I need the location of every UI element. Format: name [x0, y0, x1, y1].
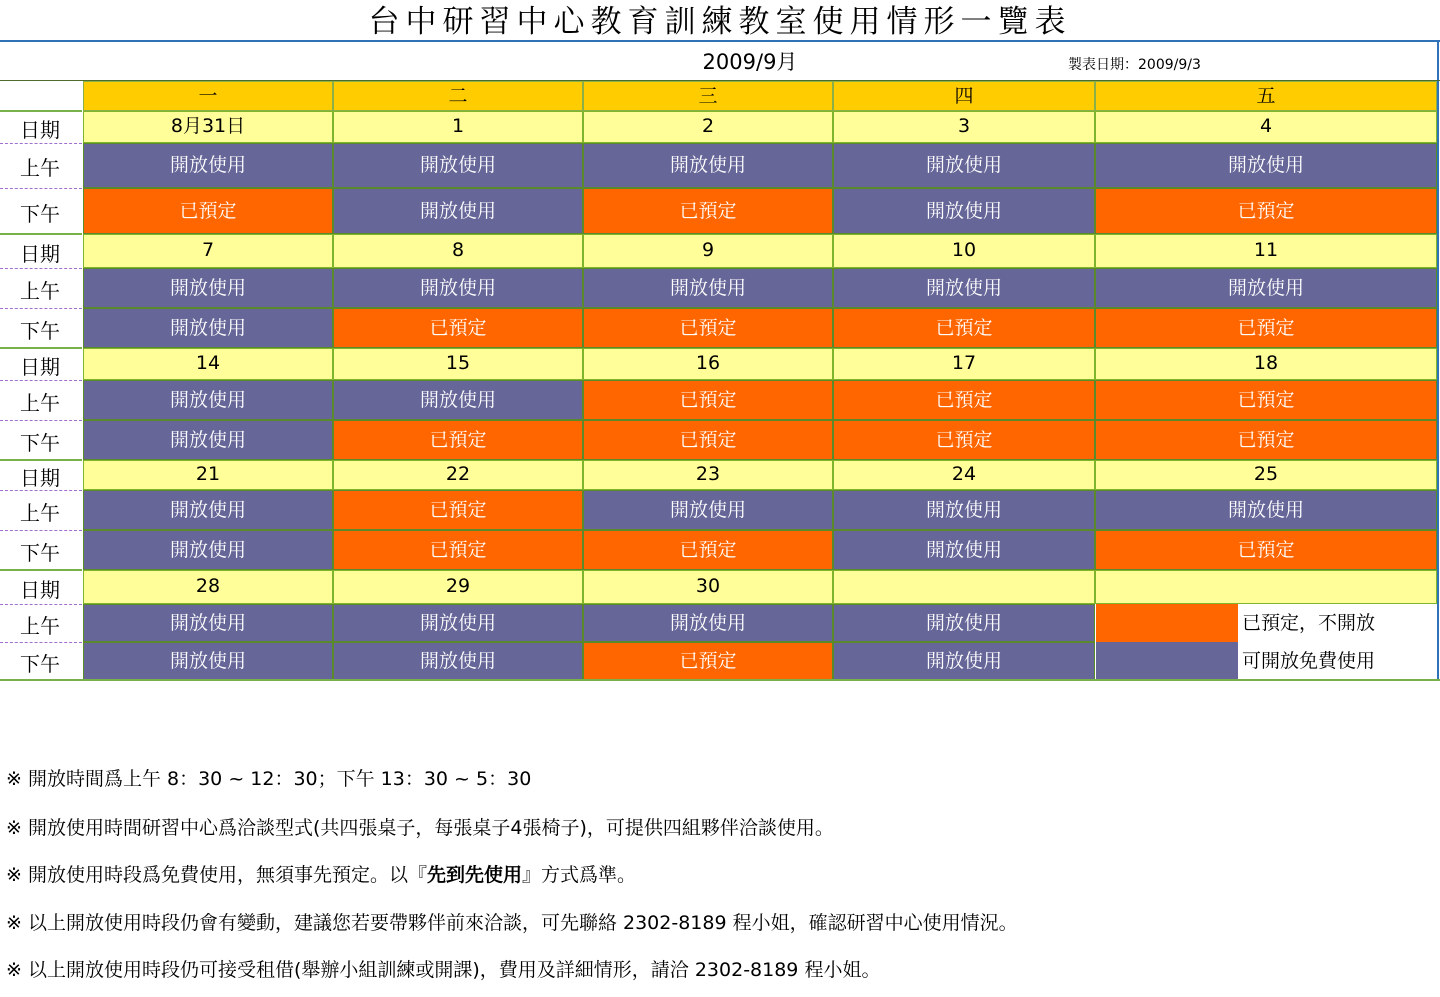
- pm-slot-open: 開放使用: [333, 642, 583, 680]
- made-date: 製表日期：2009/9/3: [1068, 57, 1201, 73]
- am-slot-booked: 已預定: [333, 490, 583, 530]
- note-mark: ※: [6, 959, 22, 981]
- pm-slot-open: 開放使用: [83, 420, 333, 460]
- row-separator: [0, 642, 82, 643]
- am-slot-open: 開放使用: [833, 604, 1095, 642]
- pm-slot-booked: 已預定: [833, 308, 1095, 348]
- note-text-before: 開放使用時段爲免費使用，無須事先預定。以『: [27, 864, 427, 886]
- row-separator: [0, 233, 82, 235]
- pm-slot-open: 開放使用: [833, 188, 1095, 234]
- date-cell: 9: [583, 234, 833, 268]
- legend-open-swatch: [1096, 642, 1238, 680]
- pm-slot-booked: 已預定: [1095, 308, 1437, 348]
- date-cell: 14: [83, 348, 333, 380]
- date-cell: 25: [1095, 460, 1437, 490]
- row-label-am: 上午: [20, 279, 60, 303]
- date-cell: 10: [833, 234, 1095, 268]
- pm-slot-booked: 已預定: [333, 530, 583, 570]
- pm-slot-booked: 已預定: [333, 308, 583, 348]
- am-slot-open: 開放使用: [1095, 268, 1437, 308]
- date-cell: 16: [583, 348, 833, 380]
- pm-slot-booked: 已預定: [333, 420, 583, 460]
- note-mark: ※: [6, 912, 22, 934]
- am-slot-open: 開放使用: [333, 268, 583, 308]
- row-separator: [0, 347, 82, 349]
- row-label-am: 上午: [20, 156, 60, 180]
- pm-slot-booked: 已預定: [1095, 530, 1437, 570]
- date-cell: 11: [1095, 234, 1437, 268]
- date-cell: 7: [83, 234, 333, 268]
- date-cell: [833, 570, 1095, 604]
- am-slot-open: 開放使用: [583, 490, 833, 530]
- am-slot-open: 開放使用: [583, 143, 833, 188]
- am-slot-open: 開放使用: [833, 143, 1095, 188]
- date-cell: [1095, 570, 1437, 604]
- row-separator: [0, 143, 82, 144]
- row-separator: [0, 308, 82, 309]
- am-slot-open: 開放使用: [583, 604, 833, 642]
- note-text: 開放使用時間研習中心爲洽談型式(共四張桌子，每張桌子4張椅子)，可提供四組夥伴洽談使用。: [27, 817, 834, 839]
- pm-slot-booked: 已預定: [1095, 420, 1437, 460]
- note-mark: ※: [6, 817, 22, 839]
- am-slot-open: 開放使用: [833, 490, 1095, 530]
- date-cell: 23: [583, 460, 833, 490]
- date-cell: 21: [83, 460, 333, 490]
- row-label-am: 上午: [20, 391, 60, 415]
- weekday-header: 二: [333, 81, 583, 111]
- note-4: [6, 910, 1018, 936]
- row-label-date: 日期: [20, 355, 60, 379]
- date-cell: 18: [1095, 348, 1437, 380]
- page-title: 台中研習中心教育訓練教室使用情形一覽表: [368, 4, 1072, 40]
- note-text-bold: 先到先使用: [426, 864, 522, 886]
- row-separator: [0, 380, 82, 381]
- date-cell: 15: [333, 348, 583, 380]
- note-mark: ※: [6, 864, 22, 886]
- row-label-date: 日期: [20, 242, 60, 266]
- date-cell: 4: [1095, 111, 1437, 143]
- weekday-header: 四: [833, 81, 1095, 111]
- am-slot-open: 開放使用: [83, 143, 333, 188]
- pm-slot-open: 開放使用: [833, 642, 1095, 680]
- pm-slot-booked: 已預定: [583, 188, 833, 234]
- am-slot-booked: 已預定: [833, 380, 1095, 420]
- row-label-pm: 下午: [20, 431, 60, 455]
- pm-slot-open: 開放使用: [83, 308, 333, 348]
- date-cell: 3: [833, 111, 1095, 143]
- date-cell: 8月31日: [83, 111, 333, 143]
- row-label-pm: 下午: [20, 541, 60, 565]
- note-3: [6, 862, 636, 888]
- pm-slot-booked: 已預定: [1095, 188, 1437, 234]
- row-separator: [0, 110, 82, 112]
- am-slot-open: 開放使用: [1095, 490, 1437, 530]
- am-slot-booked: 已預定: [1095, 380, 1437, 420]
- am-slot-open: 開放使用: [83, 380, 333, 420]
- am-slot-open: 開放使用: [83, 268, 333, 308]
- note-text-after: 』方式爲準。: [522, 864, 637, 886]
- date-cell: 24: [833, 460, 1095, 490]
- row-label-date: 日期: [20, 578, 60, 602]
- note-2: [6, 815, 834, 841]
- row-label-pm: 下午: [20, 202, 60, 226]
- pm-slot-booked: 已預定: [583, 642, 833, 680]
- row-separator: [0, 459, 82, 461]
- row-separator: [0, 604, 82, 605]
- note-text: 以上開放使用時段仍可接受租借(舉辦小組訓練或開課)，費用及詳細情形，請洽 2302-8189 程小姐。: [27, 959, 881, 981]
- top-border: [0, 40, 1440, 42]
- pm-slot-booked: 已預定: [583, 530, 833, 570]
- date-cell: 1: [333, 111, 583, 143]
- pm-slot-booked: 已預定: [83, 188, 333, 234]
- am-slot-open: 開放使用: [1095, 143, 1437, 188]
- note-1: [6, 766, 531, 792]
- date-cell: 29: [333, 570, 583, 604]
- weekday-header: 一: [83, 81, 333, 111]
- row-separator: [0, 188, 82, 189]
- am-slot-open: 開放使用: [333, 143, 583, 188]
- pm-slot-booked: 已預定: [583, 308, 833, 348]
- right-border: [1437, 40, 1439, 681]
- row-label-date: 日期: [20, 118, 60, 142]
- row-separator: [0, 569, 82, 571]
- row-label-pm: 下午: [20, 652, 60, 676]
- am-slot-booked: 已預定: [583, 380, 833, 420]
- pm-slot-booked: 已預定: [583, 420, 833, 460]
- legend-booked-swatch: [1096, 604, 1238, 642]
- row-label-am: 上午: [20, 614, 60, 638]
- date-cell: 30: [583, 570, 833, 604]
- month-label: 2009/9月: [702, 50, 798, 74]
- am-slot-open: 開放使用: [833, 268, 1095, 308]
- pm-slot-open: 開放使用: [83, 530, 333, 570]
- legend-booked-text: 已預定，不開放: [1242, 612, 1376, 634]
- row-separator: [0, 530, 82, 531]
- row-separator: [0, 268, 82, 269]
- am-slot-open: 開放使用: [83, 490, 333, 530]
- pm-slot-open: 開放使用: [833, 530, 1095, 570]
- date-cell: 28: [83, 570, 333, 604]
- am-slot-open: 開放使用: [583, 268, 833, 308]
- pm-slot-open: 開放使用: [333, 188, 583, 234]
- date-cell: 2: [583, 111, 833, 143]
- legend-open-text: 可開放免費使用: [1242, 650, 1376, 672]
- weekday-header: 五: [1095, 81, 1437, 111]
- pm-slot-open: 開放使用: [83, 642, 333, 680]
- table-bottom-border: [0, 679, 1440, 681]
- date-cell: 8: [333, 234, 583, 268]
- am-slot-open: 開放使用: [83, 604, 333, 642]
- note-5: [6, 957, 880, 983]
- note-mark: ※: [6, 768, 22, 790]
- date-cell: 17: [833, 348, 1095, 380]
- date-cell: 22: [333, 460, 583, 490]
- note-text: 開放時間爲上午 8：30 ~ 12：30；下午 13：30 ~ 5：30: [27, 768, 532, 790]
- am-slot-open: 開放使用: [333, 604, 583, 642]
- row-separator: [0, 490, 82, 491]
- pm-slot-booked: 已預定: [833, 420, 1095, 460]
- row-label-pm: 下午: [20, 319, 60, 343]
- row-label-date: 日期: [20, 466, 60, 490]
- row-label-am: 上午: [20, 501, 60, 525]
- am-slot-open: 開放使用: [333, 380, 583, 420]
- weekday-header: 三: [583, 81, 833, 111]
- row-separator: [0, 420, 82, 421]
- note-text: 以上開放使用時段仍會有變動，建議您若要帶夥伴前來洽談，可先聯絡 2302-8189 程小姐，確認研習中心使用情況。: [27, 912, 1018, 934]
